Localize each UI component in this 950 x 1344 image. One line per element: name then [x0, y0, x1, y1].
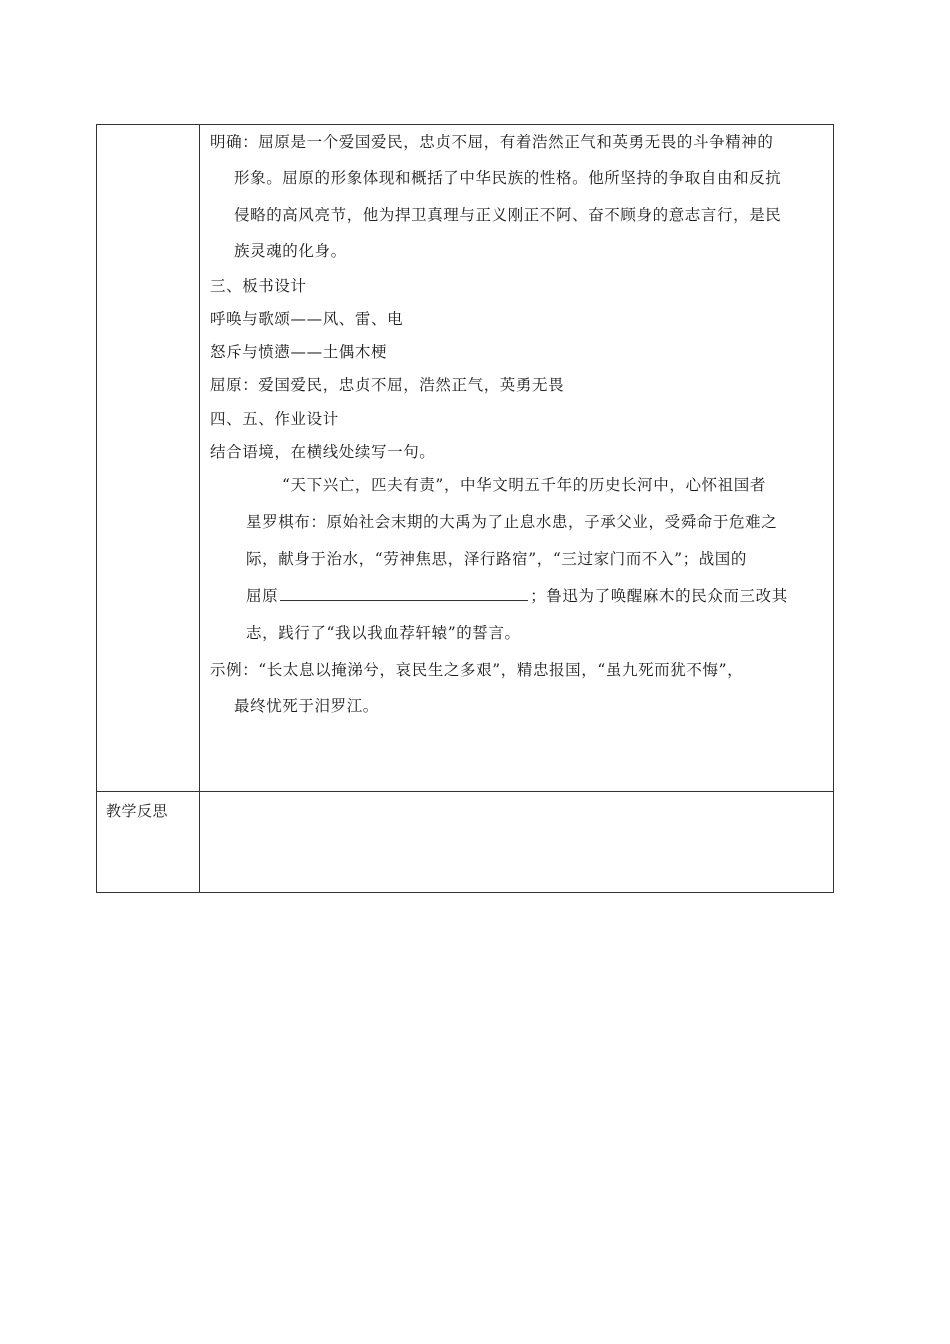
- homework-instruction: 结合语境，在横线处续写一句。: [210, 443, 436, 461]
- left-empty-cell: [97, 125, 200, 792]
- board-line-2: 怒斥与愤懑——土偶木梗: [210, 343, 388, 361]
- board-line-3: 屈原：爱国爱民，忠贞不屈，浩然正气，英勇无畏: [210, 376, 565, 394]
- board-line-1: 呼唤与歌颂——风、雷、电: [210, 310, 404, 328]
- example-line-1: 示例：“长太息以掩涕兮，哀民生之多艰”，精忠报国，“虽九死而犹不悔”，: [210, 661, 744, 679]
- passage-line-1: “天下兴亡，匹夫有责”，中华文明五千年的历史长河中，心怀祖国者: [282, 476, 766, 494]
- reflection-label: 教学反思: [97, 792, 200, 893]
- passage-line-3: 际，献身于治水，“劳神焦思，泽行路宿”，“三过家门而不入”；战国的: [246, 550, 747, 568]
- example-line-2: 最终忧死于汨罗江。: [234, 697, 379, 715]
- answer-line-1: 明确：屈原是一个爱国爱民，忠贞不屈，有着浩然正气和英勇无畏的斗争精神的: [210, 133, 774, 151]
- content-cell: [200, 125, 834, 792]
- reflection-content-cell: [200, 792, 834, 893]
- passage-quyuan-label: 屈原: [246, 587, 279, 605]
- lesson-plan-table: [96, 124, 834, 893]
- passage-line-2: 星罗棋布：原始社会末期的大禹为了止息水患，子承父业，受舜命于危难之: [246, 513, 778, 531]
- answer-line-3: 侵略的高风亮节，他为捍卫真理与正义刚正不阿、奋不顾身的意志言行，是民: [234, 206, 782, 224]
- passage-line-4: [246, 584, 788, 606]
- board-design-heading: 三、板书设计: [210, 277, 307, 295]
- passage-line-4-tail: ；鲁迅为了唤醒麻木的民众而三改其: [530, 587, 788, 605]
- fill-in-blank[interactable]: [280, 586, 528, 601]
- answer-line-2: 形象。屈原的形象体现和概括了中华民族的性格。他所坚持的争取自由和反抗: [234, 169, 782, 187]
- homework-heading: 四、五、作业设计: [210, 410, 339, 428]
- passage-line-5: 志，践行了“我以我血荐轩辕”的誓言。: [246, 624, 521, 642]
- answer-line-4: 族灵魂的化身。: [234, 242, 347, 260]
